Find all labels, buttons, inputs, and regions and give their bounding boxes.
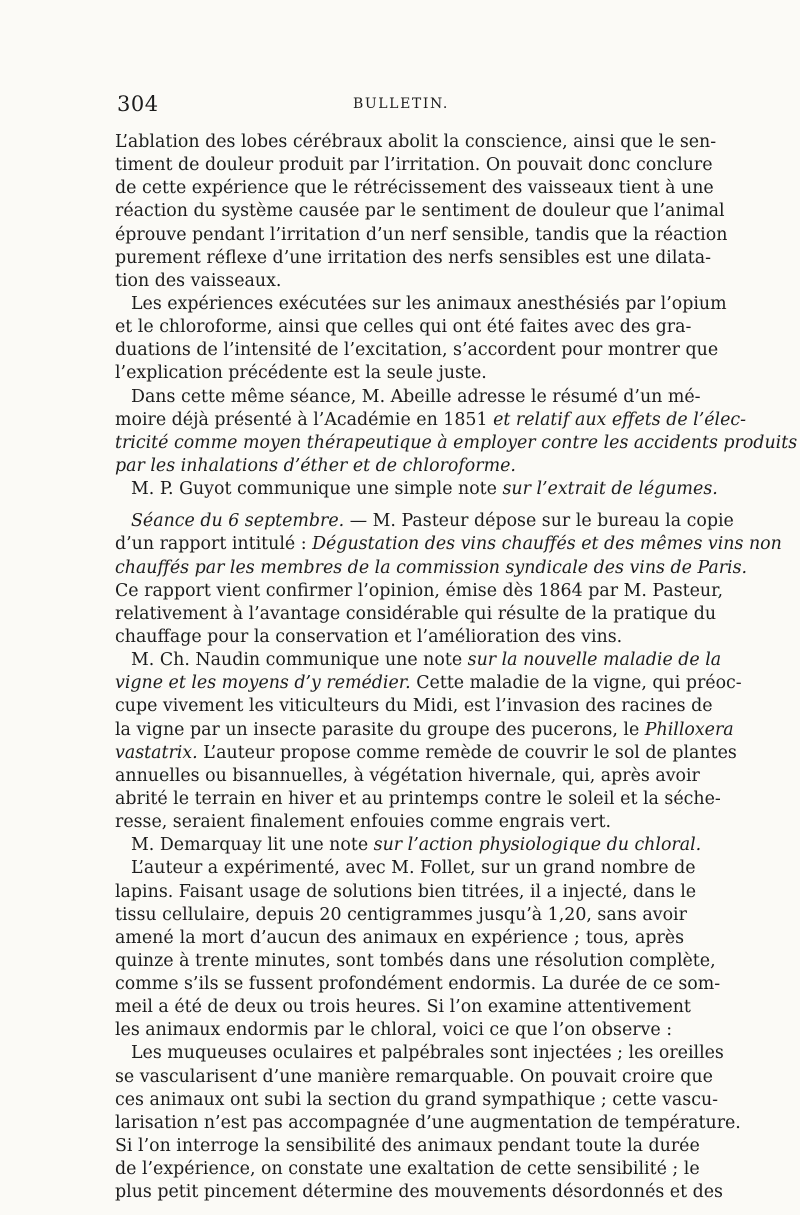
text-line: Si l’on interroge la sensibilité des animaux pendant toute la durée (115, 1136, 700, 1157)
text-run: d’un rapport intitulé : (115, 534, 313, 555)
italic-text-run: et relatif aux effets de l’élec- (493, 409, 747, 430)
text-line: de cette expérience que le rétrécissement des vaisseaux tient à une (115, 178, 714, 199)
text-line (115, 409, 747, 432)
italic-text-run: tricité comme moyen thérapeutique à employer contre les accidents produits (115, 432, 798, 453)
italic-text-run: par les inhalations d’éther et de chloroforme. (115, 455, 516, 476)
text-line (115, 672, 742, 695)
text-line: larisation n’est pas accompagnée d’une augmentation de température. (115, 1112, 741, 1133)
text-line: L’ablation des lobes cérébraux abolit la conscience, ainsi que le sen- (115, 132, 717, 152)
text-line: réaction du système causée par le sentiment de douleur que l’animal (115, 201, 725, 222)
text-line: resse, seraient finalement enfouies comme engrais vert. (115, 812, 611, 833)
text-run: M. Ch. Naudin communique une note (131, 650, 468, 671)
text-line: chauffage pour la conservation et l’amélioration des vins. (115, 626, 623, 647)
text-line: les animaux endormis par le chloral, voici ce que l’on observe : (115, 1020, 673, 1041)
text-run: L’auteur propose comme remède de couvrir le sol de plantes (197, 742, 737, 763)
text-line: de l’expérience, on constate une exaltation de cette sensibilité ; le (115, 1159, 700, 1180)
text-line (115, 742, 737, 765)
text-line (115, 649, 722, 672)
text-line: amené la mort d’aucun des animaux en expérience ; tous, après (115, 927, 684, 948)
text-line: se vascularisent d’une manière remarquable. On pouvait croire que (115, 1066, 713, 1087)
italic-text-run: sur l’action physiologique du chloral. (373, 835, 702, 856)
text-line: ces animaux ont subi la section du grand sympathique ; cette vascu- (115, 1089, 719, 1110)
text-run: M. P. Guyot communique une simple note (131, 479, 503, 500)
italic-text-run: Séance du 6 septembre. (131, 511, 345, 532)
italic-text-run: Philloxera (644, 719, 734, 740)
text-line: l’explication précédente est la seule juste. (115, 363, 487, 384)
text-line: comme s’ils se fussent profondément endormis. La durée de ce som- (115, 974, 721, 995)
text-line: lapins. Faisant usage de solutions bien titrées, il a injecté, dans le (115, 881, 697, 902)
running-head: BULLETIN. (353, 96, 449, 112)
text-line (115, 719, 734, 742)
text-run: moire déjà présenté à l’Académie en 1851 (115, 409, 494, 430)
text-line: tion des vaisseaux. (115, 270, 282, 291)
text-line: timent de douleur produit par l’irritation. On pouvait donc conclure (115, 155, 713, 176)
text-line (115, 834, 702, 857)
text-line: Les expériences exécutées sur les animaux anesthésiés par l’opium (131, 293, 727, 314)
text-line (115, 533, 782, 556)
text-run: M. Demarquay lit une note (131, 835, 374, 856)
text-line: éprouve pendant l’irritation d’un nerf sensible, tandis que la réaction (115, 224, 728, 245)
italic-text-run: vastatrix. (115, 742, 198, 763)
text-line: purement réflexe d’une irritation des nerfs sensibles est une dilata- (115, 247, 712, 268)
italic-text-run: sur l’extrait de légumes. (502, 479, 718, 500)
italic-text-run: sur la nouvelle maladie de la (467, 650, 722, 671)
text-line: Ce rapport vient confirmer l’opinion, émise dès 1864 par M. Pasteur, (115, 580, 724, 601)
text-run: la vigne par un insecte parasite du groupe des pucerons, le (115, 719, 645, 740)
italic-text-run: chauffés par les membres de la commission syndicale des vins de Paris. (115, 557, 748, 578)
text-line: duations de l’intensité de l’excitation, s’accordent pour montrer que (115, 340, 719, 361)
text-line: L’auteur a expérimenté, avec M. Follet, sur un grand nombre de (131, 858, 696, 879)
text-line: plus petit pincement détermine des mouvements désordonnés et des (115, 1182, 723, 1203)
page-header (117, 92, 683, 116)
text-line: Dans cette même séance, M. Abeille adresse le résumé d’un mé- (131, 386, 701, 407)
body-text (115, 131, 798, 1204)
text-line: et le chloroforme, ainsi que celles qui ont été faites avec des gra- (115, 317, 692, 338)
text-line (115, 478, 718, 501)
text-line: relativement à l’avantage considérable qui résulte de la pratique du (115, 603, 717, 624)
text-line (115, 455, 684, 478)
text-line (115, 510, 734, 533)
text-run: — M. Pasteur dépose sur le bureau la copie (344, 511, 734, 532)
text-line: meil a été de deux ou trois heures. Si l’on examine attentivement (115, 997, 691, 1018)
paragraph-gap (115, 501, 684, 510)
text-line: abrité le terrain en hiver et au printemps contre le soleil et la séche- (115, 788, 721, 809)
text-line (115, 557, 748, 580)
text-line: quinze à trente minutes, sont tombés dans une résolution complète, (115, 950, 716, 971)
text-run: Cette maladie de la vigne, qui préoc- (410, 673, 742, 694)
italic-text-run: vigne et les moyens d’y remédier. (115, 673, 411, 694)
text-line: Les muqueuses oculaires et palpébrales sont injectées ; les oreilles (131, 1043, 724, 1064)
text-line: cupe vivement les viticulteurs du Midi, est l’invasion des racines de (115, 696, 713, 717)
text-line: annuelles ou bisannuelles, à végétation hivernale, qui, après avoir (115, 765, 700, 786)
text-line (115, 432, 798, 455)
italic-text-run: Dégustation des vins chauffés et des mêmes vins non (312, 534, 782, 555)
page-number: 304 (117, 92, 159, 116)
text-line: tissu cellulaire, depuis 20 centigrammes jusqu’à 1,20, sans avoir (115, 904, 687, 925)
